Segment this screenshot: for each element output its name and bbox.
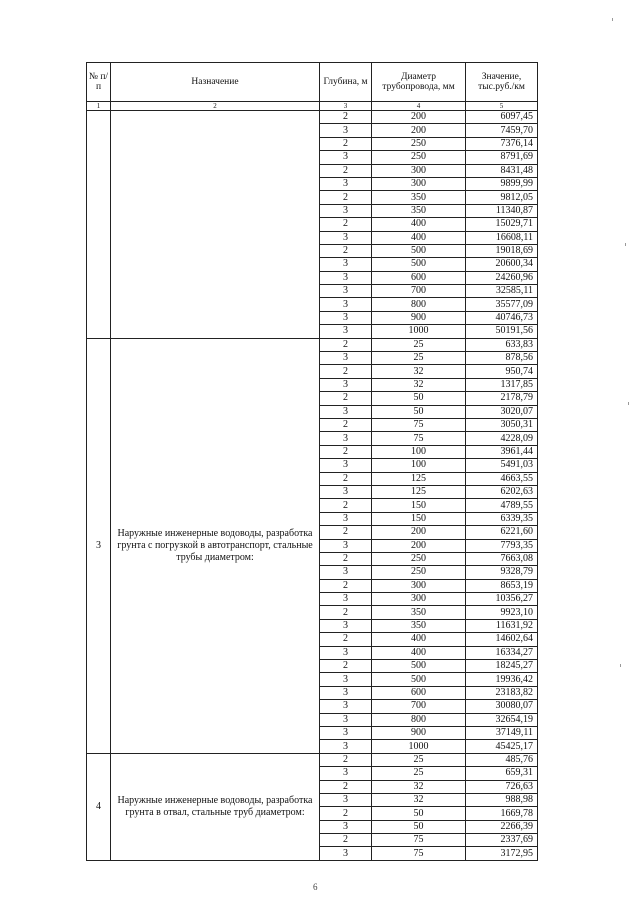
depth-cell: 3 <box>320 726 372 739</box>
depth-cell: 2 <box>320 365 372 378</box>
value-cell: 7663,08 <box>466 552 538 565</box>
value-cell: 19936,42 <box>466 673 538 686</box>
value-cell: 2266,39 <box>466 820 538 833</box>
depth-cell: 2 <box>320 633 372 646</box>
diameter-cell: 800 <box>372 298 466 311</box>
value-cell: 2178,79 <box>466 392 538 405</box>
column-number: 2 <box>111 102 320 111</box>
diameter-cell: 50 <box>372 405 466 418</box>
depth-cell: 2 <box>320 191 372 204</box>
depth-cell: 3 <box>320 459 372 472</box>
value-cell: 659,31 <box>466 767 538 780</box>
value-cell: 6339,35 <box>466 512 538 525</box>
value-cell: 16334,27 <box>466 646 538 659</box>
header-diameter: Диаметр трубопровода, мм <box>372 63 466 102</box>
depth-cell: 3 <box>320 619 372 632</box>
depth-cell: 2 <box>320 445 372 458</box>
scan-speck <box>625 243 626 246</box>
diameter-cell: 350 <box>372 619 466 632</box>
depth-cell: 3 <box>320 686 372 699</box>
depth-cell: 3 <box>320 820 372 833</box>
value-cell: 6202,63 <box>466 485 538 498</box>
scan-speck <box>612 18 613 21</box>
depth-cell: 2 <box>320 338 372 351</box>
diameter-cell: 350 <box>372 204 466 217</box>
value-cell: 20600,34 <box>466 258 538 271</box>
value-cell: 1669,78 <box>466 807 538 820</box>
value-cell: 3961,44 <box>466 445 538 458</box>
depth-cell: 2 <box>320 218 372 231</box>
value-cell: 950,74 <box>466 365 538 378</box>
header-row <box>87 63 538 102</box>
depth-cell: 3 <box>320 713 372 726</box>
depth-cell: 3 <box>320 512 372 525</box>
table-row <box>87 753 538 766</box>
diameter-cell: 300 <box>372 177 466 190</box>
diameter-cell: 50 <box>372 807 466 820</box>
depth-cell: 3 <box>320 151 372 164</box>
value-cell: 16608,11 <box>466 231 538 244</box>
depth-cell: 3 <box>320 285 372 298</box>
diameter-cell: 1000 <box>372 740 466 753</box>
depth-cell: 2 <box>320 579 372 592</box>
diameter-cell: 75 <box>372 432 466 445</box>
value-cell: 11631,92 <box>466 619 538 632</box>
value-cell: 4663,55 <box>466 472 538 485</box>
depth-cell: 2 <box>320 526 372 539</box>
value-cell: 9899,99 <box>466 177 538 190</box>
value-cell: 32585,11 <box>466 285 538 298</box>
depth-cell: 2 <box>320 780 372 793</box>
value-cell: 4789,55 <box>466 499 538 512</box>
diameter-cell: 300 <box>372 593 466 606</box>
diameter-cell: 75 <box>372 418 466 431</box>
value-cell: 988,98 <box>466 793 538 806</box>
value-cell: 7459,70 <box>466 124 538 137</box>
value-cell: 50191,56 <box>466 325 538 338</box>
diameter-cell: 700 <box>372 700 466 713</box>
page-number: 6 <box>313 882 318 892</box>
diameter-cell: 250 <box>372 552 466 565</box>
value-cell: 6097,45 <box>466 111 538 124</box>
diameter-cell: 250 <box>372 137 466 150</box>
scan-speck <box>620 664 621 667</box>
depth-cell: 3 <box>320 485 372 498</box>
value-cell: 2337,69 <box>466 834 538 847</box>
value-cell: 9923,10 <box>466 606 538 619</box>
depth-cell: 3 <box>320 378 372 391</box>
group-purpose <box>111 111 320 339</box>
value-cell: 30080,07 <box>466 700 538 713</box>
diameter-cell: 900 <box>372 726 466 739</box>
group-number <box>87 111 111 339</box>
table-row <box>87 111 538 124</box>
group-number: 4 <box>87 753 111 860</box>
depth-cell: 2 <box>320 552 372 565</box>
depth-cell: 3 <box>320 767 372 780</box>
value-cell: 37149,11 <box>466 726 538 739</box>
diameter-cell: 25 <box>372 352 466 365</box>
depth-cell: 3 <box>320 566 372 579</box>
diameter-cell: 400 <box>372 646 466 659</box>
depth-cell: 3 <box>320 673 372 686</box>
value-cell: 8791,69 <box>466 151 538 164</box>
diameter-cell: 350 <box>372 606 466 619</box>
value-cell: 15029,71 <box>466 218 538 231</box>
depth-cell: 3 <box>320 298 372 311</box>
column-number: 4 <box>372 102 466 111</box>
diameter-cell: 800 <box>372 713 466 726</box>
diameter-cell: 500 <box>372 660 466 673</box>
depth-cell: 2 <box>320 111 372 124</box>
table-body <box>87 111 538 861</box>
depth-cell: 3 <box>320 646 372 659</box>
diameter-cell: 900 <box>372 311 466 324</box>
depth-cell: 3 <box>320 539 372 552</box>
diameter-cell: 25 <box>372 753 466 766</box>
value-cell: 3172,95 <box>466 847 538 860</box>
depth-cell: 3 <box>320 700 372 713</box>
header-depth: Глубина, м <box>320 63 372 102</box>
group-purpose: Наружные инженерные водоводы, разработка грунта с погрузкой в автотранспорт, стальные трубы диаметром: <box>111 338 320 753</box>
depth-cell: 2 <box>320 834 372 847</box>
depth-cell: 2 <box>320 472 372 485</box>
cost-table <box>86 62 538 861</box>
value-cell: 40746,73 <box>466 311 538 324</box>
value-cell: 8653,19 <box>466 579 538 592</box>
depth-cell: 2 <box>320 137 372 150</box>
value-cell: 878,56 <box>466 352 538 365</box>
diameter-cell: 32 <box>372 365 466 378</box>
value-cell: 10356,27 <box>466 593 538 606</box>
diameter-cell: 200 <box>372 124 466 137</box>
diameter-cell: 200 <box>372 111 466 124</box>
value-cell: 485,76 <box>466 753 538 766</box>
value-cell: 18245,27 <box>466 660 538 673</box>
value-cell: 8431,48 <box>466 164 538 177</box>
diameter-cell: 150 <box>372 512 466 525</box>
header-num: № п/п <box>87 63 111 102</box>
value-cell: 633,83 <box>466 338 538 351</box>
column-number: 1 <box>87 102 111 111</box>
diameter-cell: 25 <box>372 338 466 351</box>
scan-speck <box>628 402 629 405</box>
value-cell: 11340,87 <box>466 204 538 217</box>
diameter-cell: 250 <box>372 566 466 579</box>
value-cell: 23183,82 <box>466 686 538 699</box>
value-cell: 1317,85 <box>466 378 538 391</box>
depth-cell: 3 <box>320 204 372 217</box>
diameter-cell: 200 <box>372 526 466 539</box>
diameter-cell: 250 <box>372 151 466 164</box>
diameter-cell: 50 <box>372 392 466 405</box>
value-cell: 5491,03 <box>466 459 538 472</box>
diameter-cell: 500 <box>372 673 466 686</box>
column-number: 3 <box>320 102 372 111</box>
value-cell: 3020,07 <box>466 405 538 418</box>
diameter-cell: 1000 <box>372 325 466 338</box>
value-cell: 6221,60 <box>466 526 538 539</box>
diameter-cell: 500 <box>372 244 466 257</box>
diameter-cell: 500 <box>372 258 466 271</box>
depth-cell: 2 <box>320 499 372 512</box>
column-number-row <box>87 102 538 111</box>
header-purpose: Назначение <box>111 63 320 102</box>
depth-cell: 2 <box>320 753 372 766</box>
depth-cell: 3 <box>320 177 372 190</box>
depth-cell: 3 <box>320 311 372 324</box>
value-cell: 32654,19 <box>466 713 538 726</box>
diameter-cell: 32 <box>372 780 466 793</box>
diameter-cell: 200 <box>372 539 466 552</box>
depth-cell: 3 <box>320 793 372 806</box>
depth-cell: 2 <box>320 244 372 257</box>
diameter-cell: 32 <box>372 793 466 806</box>
depth-cell: 3 <box>320 847 372 860</box>
value-cell: 7793,35 <box>466 539 538 552</box>
diameter-cell: 75 <box>372 847 466 860</box>
diameter-cell: 100 <box>372 445 466 458</box>
depth-cell: 2 <box>320 807 372 820</box>
value-cell: 7376,14 <box>466 137 538 150</box>
depth-cell: 2 <box>320 606 372 619</box>
diameter-cell: 125 <box>372 485 466 498</box>
group-purpose: Наружные инженерные водоводы, разработка грунта в отвал, стальные труб диаметром: <box>111 753 320 860</box>
diameter-cell: 150 <box>372 499 466 512</box>
value-cell: 9328,79 <box>466 566 538 579</box>
diameter-cell: 350 <box>372 191 466 204</box>
group-number: 3 <box>87 338 111 753</box>
value-cell: 9812,05 <box>466 191 538 204</box>
diameter-cell: 600 <box>372 686 466 699</box>
diameter-cell: 400 <box>372 633 466 646</box>
value-cell: 726,63 <box>466 780 538 793</box>
diameter-cell: 75 <box>372 834 466 847</box>
depth-cell: 3 <box>320 740 372 753</box>
depth-cell: 3 <box>320 405 372 418</box>
value-cell: 45425,17 <box>466 740 538 753</box>
diameter-cell: 300 <box>372 164 466 177</box>
diameter-cell: 700 <box>372 285 466 298</box>
depth-cell: 2 <box>320 418 372 431</box>
diameter-cell: 300 <box>372 579 466 592</box>
depth-cell: 3 <box>320 593 372 606</box>
diameter-cell: 25 <box>372 767 466 780</box>
diameter-cell: 32 <box>372 378 466 391</box>
value-cell: 3050,31 <box>466 418 538 431</box>
depth-cell: 3 <box>320 432 372 445</box>
value-cell: 35577,09 <box>466 298 538 311</box>
depth-cell: 3 <box>320 124 372 137</box>
depth-cell: 2 <box>320 660 372 673</box>
diameter-cell: 400 <box>372 218 466 231</box>
diameter-cell: 400 <box>372 231 466 244</box>
depth-cell: 3 <box>320 352 372 365</box>
depth-cell: 3 <box>320 271 372 284</box>
diameter-cell: 600 <box>372 271 466 284</box>
value-cell: 14602,64 <box>466 633 538 646</box>
value-cell: 4228,09 <box>466 432 538 445</box>
depth-cell: 3 <box>320 231 372 244</box>
value-cell: 19018,69 <box>466 244 538 257</box>
diameter-cell: 50 <box>372 820 466 833</box>
header-value: Значение, тыс.руб./км <box>466 63 538 102</box>
diameter-cell: 100 <box>372 459 466 472</box>
depth-cell: 3 <box>320 325 372 338</box>
depth-cell: 2 <box>320 164 372 177</box>
depth-cell: 2 <box>320 392 372 405</box>
diameter-cell: 125 <box>372 472 466 485</box>
depth-cell: 3 <box>320 258 372 271</box>
value-cell: 24260,96 <box>466 271 538 284</box>
column-number: 5 <box>466 102 538 111</box>
table-row <box>87 338 538 351</box>
